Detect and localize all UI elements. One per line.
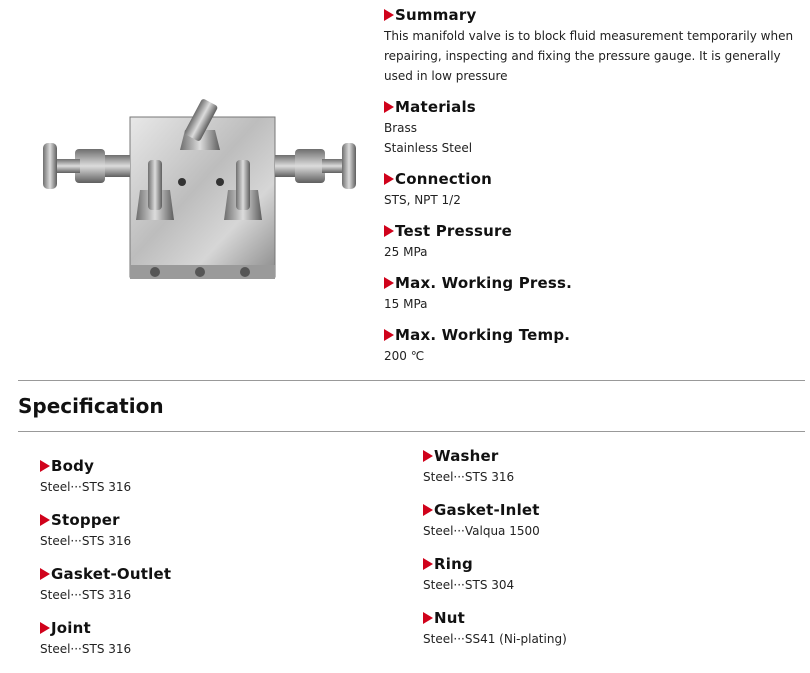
connection-title: Connection [395,170,493,188]
spec-item [423,501,783,555]
divider [18,380,805,381]
red-arrow-icon [423,558,433,570]
spec-item-value: Steel···STS 304 [423,578,515,592]
spec-item [40,457,380,511]
spec-item-name: Ring [434,555,473,573]
max-working-temp-section [384,326,804,366]
spec-left-column [40,457,380,673]
red-arrow-icon [40,460,50,472]
red-arrow-icon [423,612,433,624]
test-pressure-section [384,222,804,262]
spec-item-value: Steel···STS 316 [40,480,132,494]
spec-item-name: Nut [434,609,466,627]
materials-title: Materials [395,98,476,116]
max-working-temp-title: Max. Working Temp. [395,326,571,344]
test-pressure-value: 25 MPa [384,245,428,259]
materials-section [384,98,804,158]
spec-right-column [423,447,783,663]
red-arrow-icon [384,277,394,289]
spec-item-name: Stopper [51,511,120,529]
red-arrow-icon [423,504,433,516]
red-arrow-icon [384,225,394,237]
test-pressure-title: Test Pressure [395,222,513,240]
spec-item-value: Steel···Valqua 1500 [423,524,540,538]
spec-item-value: Steel···STS 316 [40,588,132,602]
spec-item-name: Body [51,457,95,475]
red-arrow-icon [384,101,394,113]
connection-section [384,170,804,210]
divider [18,431,805,432]
connection-value: STS, NPT 1/2 [384,193,461,207]
max-working-press-title: Max. Working Press. [395,274,573,292]
spec-item-value: Steel···STS 316 [423,470,515,484]
red-arrow-icon [384,9,394,21]
max-working-press-value: 15 MPa [384,297,428,311]
summary-title: Summary [395,6,477,24]
max-working-temp-value: 200 ℃ [384,349,425,363]
summary-text: This manifold valve is to block fluid measurement temporarily when repairing, inspecting and fixing the pressure gauge. It is generally used in low pressure [384,29,794,83]
spec-item-value: Steel···STS 316 [40,642,132,656]
spec-item [423,447,783,501]
spec-item-name: Joint [51,619,91,637]
materials-value: Brass [384,121,418,135]
summary-section [384,6,804,86]
max-working-press-section [384,274,804,314]
spec-item-name: Gasket-Inlet [434,501,540,519]
materials-value: Stainless Steel [384,141,473,155]
spec-item-name: Washer [434,447,499,465]
red-arrow-icon [40,568,50,580]
spec-item-value: Steel···STS 316 [40,534,132,548]
spec-item-name: Gasket-Outlet [51,565,172,583]
red-arrow-icon [384,329,394,341]
product-info [384,6,804,378]
red-arrow-icon [423,450,433,462]
red-arrow-icon [40,622,50,634]
specification-title: Specification [18,394,164,418]
red-arrow-icon [40,514,50,526]
spec-item-value: Steel···SS41 (Ni-plating) [423,632,567,646]
red-arrow-icon [384,173,394,185]
spec-item [40,619,380,673]
spec-item [423,555,783,609]
spec-item [40,565,380,619]
manifold-valve-image [40,95,360,290]
spec-item [40,511,380,565]
spec-item [423,609,783,663]
